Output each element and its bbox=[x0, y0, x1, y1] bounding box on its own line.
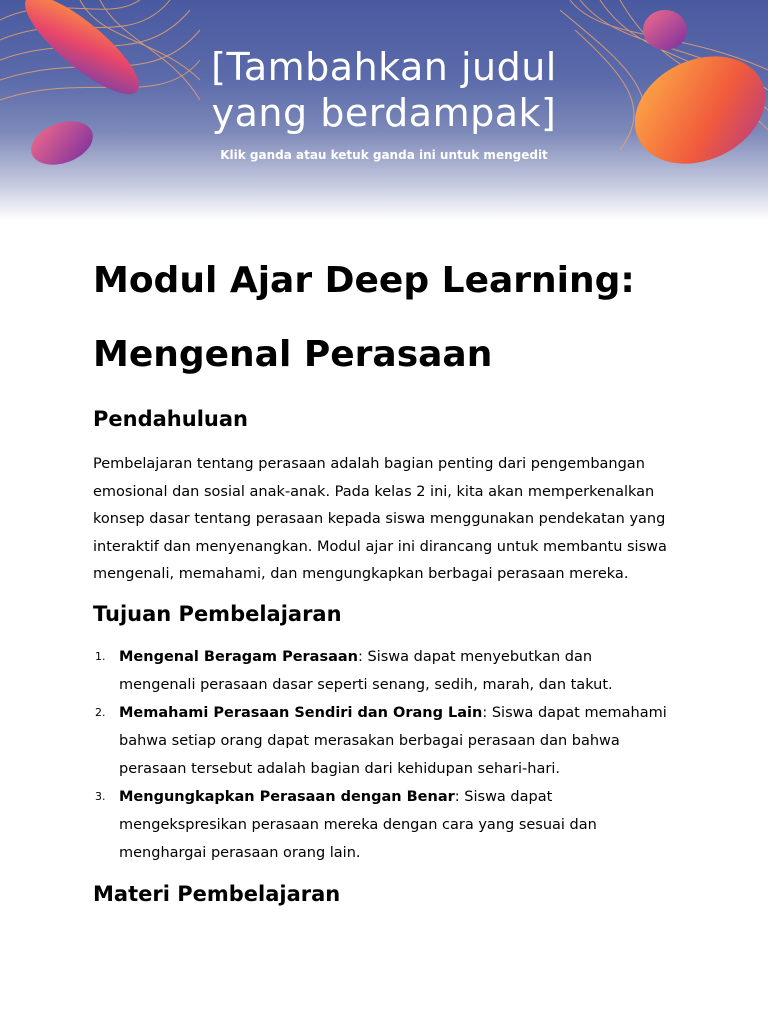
document-title-line1: Modul Ajar Deep Learning: bbox=[93, 260, 635, 301]
list-item-term: Mengungkapkan Perasaan dengan Benar bbox=[119, 788, 455, 805]
list-number: 2. bbox=[95, 705, 106, 719]
list-item-term: Memahami Perasaan Sendiri dan Orang Lain bbox=[119, 704, 483, 721]
list-item-term: Mengenal Beragam Perasaan bbox=[119, 648, 358, 665]
banner-title[interactable] bbox=[0, 44, 768, 136]
list-item bbox=[93, 643, 673, 699]
banner-subtitle: Klik ganda atau ketuk ganda ini untuk mengedit bbox=[220, 148, 548, 162]
list-item bbox=[93, 699, 673, 783]
intro-paragraph: Pembelajaran tentang perasaan adalah bagian penting dari pengembangan emosional dan sosial anak-anak. Pada kelas 2 ini, kita akan memperkenalkan konsep dasar tentang perasaan kepada siswa menggunakan pendekatan yang interaktif dan menyenangkan. Modul ajar ini dirancang untuk membantu siswa mengenali, memahami, dan mengungkapkan berbagai perasaan mereka. bbox=[93, 456, 667, 582]
list-number: 3. bbox=[95, 789, 106, 803]
banner-title-line2: yang berdampak] bbox=[211, 91, 557, 135]
banner-title-line1: [Tambahkan judul bbox=[211, 45, 557, 89]
list-item-text: : Siswa dapat memahami bahwa setiap orang dapat merasakan berbagai perasaan dan bahwa perasaan tersebut adalah bagian dari kehidupan sehari-hari. bbox=[119, 704, 667, 777]
document-title-line2: Mengenal Perasaan bbox=[93, 334, 493, 375]
header-banner[interactable] bbox=[0, 0, 768, 220]
heading-materials: Materi Pembelajaran bbox=[93, 881, 341, 906]
heading-goals: Tujuan Pembelajaran bbox=[93, 601, 342, 626]
document-title bbox=[93, 244, 673, 392]
list-number: 1. bbox=[95, 649, 106, 663]
heading-intro: Pendahuluan bbox=[93, 407, 248, 431]
list-item-text: : Siswa dapat menyebutkan dan mengenali perasaan dasar seperti senang, sedih, marah, dan takut. bbox=[119, 648, 613, 693]
list-item-text: : Siswa dapat mengekspresikan perasaan mereka dengan cara yang sesuai dan menghargai perasaan orang lain. bbox=[119, 788, 597, 861]
goals-list bbox=[93, 643, 673, 867]
list-item bbox=[93, 783, 673, 867]
document-body bbox=[93, 244, 673, 909]
